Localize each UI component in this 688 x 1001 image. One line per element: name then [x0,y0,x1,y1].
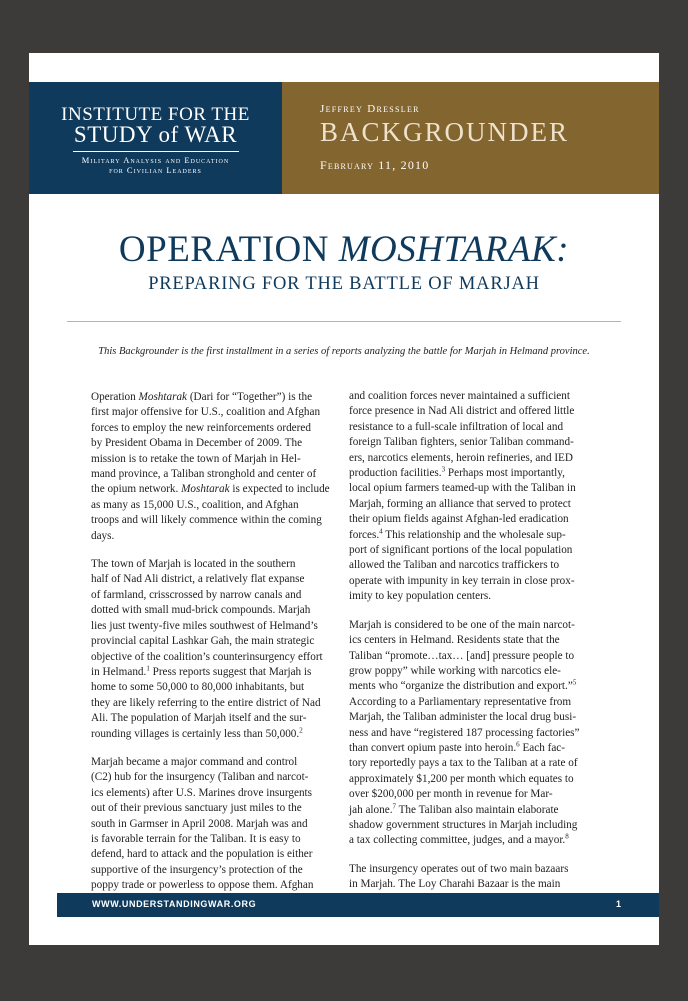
footnote-marker: 1 [146,664,150,673]
text-line: supportive of the insurgency’s protection of the [91,863,303,876]
text-line: over $200,000 per month in revenue for Mar- [349,788,553,801]
text-line: poppy trade or powerless to oppose them. Afghan [91,879,314,892]
text-line: Marjah, the Taliban administer the local drug busi- [349,711,577,724]
text-line: south in Garmser in April 2008. Marjah was and [91,817,308,830]
text-line: ics elements) after U.S. Marines drove insurgents [91,786,313,799]
website-link[interactable]: WWW.UNDERSTANDINGWAR.ORG [92,899,257,909]
text-line: Ali. The population of Marjah itself and the sur- [91,712,307,725]
text-line: lies just twenty-five miles southwest of Helmand’s [91,619,318,632]
text-line: as many as 15,000 U.S., coalition, and Afghan [91,498,299,511]
text-line: tory reportedly pays a tax to the Taliban at a rate of [349,757,578,770]
text-line: grow poppy” while working with narcotics ele- [349,664,561,677]
org-name-line1: INSTITUTE FOR THE [61,104,250,125]
text-line: and coalition forces never maintained a sufficient [349,390,570,402]
text-line: their opium fields against Afghan-led eradication [349,513,569,526]
publication-date: February 11, 2010 [320,158,430,172]
text-line: Operation Moshtarak (Dari for “Together”) is the [91,391,313,403]
text-line: jah alone.$^7$ The Taliban also maintain elaborate [349,801,559,816]
title-italic: MOSHTARAK: [338,229,570,270]
title-divider [67,321,621,322]
text-line: the opium network. Moshtarak is expected to include [91,483,330,496]
text-line: in Helmand.$^1$ Press reports suggest that Marjah is [91,664,312,678]
text-line: mission is to retake the town of Marjah in Hel- [91,452,301,465]
org-tagline-2: for Civilian Leaders [109,165,202,175]
text-column-left [91,390,338,907]
footnote-marker: 6 [516,740,520,749]
text-line: is favorable terrain for the Taliban. It is easy to [91,832,301,845]
text-line: first major offensive for U.S., coalition and Afghan [91,406,321,419]
document-page [29,53,659,945]
text-line: they are likely referring to the entire district of Nad [91,696,321,709]
paragraph [91,390,338,544]
text-line: shadow government structures in Marjah including [349,818,578,831]
paragraph [349,618,596,849]
footnote-marker: 2 [299,725,303,734]
text-line: forces.$^4$ This relationship and the wholesale sup- [349,526,566,541]
intro-note: This Backgrounder is the first installment in a series of reports analyzing the battle for Marjah in Helmand province. [98,346,590,357]
paragraph [349,389,596,605]
text-line: home to some 50,000 to 80,000 inhabitants, but [91,681,305,694]
text-line: rounding villages is certainly less than 50,000.$^2$ [91,725,303,740]
text-line: The town of Marjah is located in the southern [91,558,296,571]
text-line: by President Obama in December of 2009. The [91,437,303,450]
text-line: Marjah became a major command and control [91,755,298,768]
paragraph [91,755,338,894]
title-prefix: OPERATION [118,229,339,270]
text-line: allowed the Taliban and narcotics traffickers to [349,559,560,572]
text-line: troops and will likely commence within the coming [91,514,322,527]
logo-divider [73,151,239,152]
footnote-marker: 3 [441,465,446,474]
text-line: imity to key population centers. [349,590,491,603]
text-line: mand province, a Taliban stronghold and center of [91,468,317,481]
footnote-marker: 8 [565,832,569,841]
org-name-line2: STUDY of WAR [73,122,238,147]
text-line: ness and have “registered 187 processing factories” [349,726,580,739]
text-line: The insurgency operates out of two main bazaars [349,862,569,875]
text-line: Marjah is considered to be one of the main narcot- [349,618,575,631]
text-line: half of Nad Ali district, a relatively flat expanse [91,573,305,586]
document-title [29,228,659,271]
text-line: in Marjah. The Loy Charahi Bazaar is the main [349,878,561,891]
backgrounder-banner [282,82,659,194]
text-line: than convert opium paste into heroin.$^6$ Each fac- [349,740,565,754]
footnote-marker: 5 [572,678,577,687]
text-column-right [349,389,596,906]
text-line: Marjah, forming an alliance that served to protect [349,497,571,510]
text-line: According to a Parliamentary representative from [349,695,572,708]
text-line: operate with impunity in key terrain in close prox- [349,574,575,587]
text-line: Taliban “promote…tax… [and] pressure people to [349,649,575,662]
text-line: port of significant portions of the local population [349,544,573,557]
footnote-marker: 4 [379,526,383,535]
page-footer [57,893,659,917]
isw-logo-block [29,82,282,194]
text-line: forces to employ the new reinforcements ordered [91,421,311,434]
text-line: ments who “organize the distribution and export.”$^5$ [349,678,577,693]
text-line: approximately $1,200 per month which equates to [349,772,574,785]
text-line: dotted with small mud-brick compounds. Marjah [91,604,311,617]
org-tagline-1: Military Analysis and Education [81,155,230,165]
text-line: provincial capital Lashkar Gah, the main strategic [91,635,315,648]
footnote-marker: 7 [392,801,396,810]
text-line: defend, hard to attack and the population is either [91,848,313,861]
series-title: BACKGROUNDER [320,117,570,147]
text-line: out of their previous sanctuary just miles to the [91,802,302,815]
paragraph [91,557,338,742]
paragraph [349,862,596,893]
text-line: ers, narcotics elements, heroin refineries, and IED [349,451,573,464]
document-subtitle: PREPARING FOR THE BATTLE OF MARJAH [148,274,540,294]
text-line: resistance to a full-scale infiltration of local and [349,420,564,433]
text-line: foreign Taliban fighters, senior Taliban command- [349,436,574,449]
text-line: of farmland, crisscrossed by narrow canals and [91,588,302,601]
text-line: force presence in Nad Ali district and offered little [349,405,575,418]
text-line: local opium farmers teamed-up with the Taliban in [349,482,576,495]
author-name: Jeffrey Dressler [320,103,420,115]
text-line: production facilities.$^3$ Perhaps most importantly, [349,465,565,480]
page-number: 1 [615,899,621,909]
text-line: objective of the coalition’s counterinsurgency effort [91,650,323,663]
text-line: ics centers in Helmand. Residents state that the [349,634,560,647]
text-line: a tax collecting committee, judges, and a mayor.$^8$ [349,832,569,847]
text-line: (C2) hub for the insurgency (Taliban and narcot- [91,771,309,784]
text-line: days. [91,529,115,542]
